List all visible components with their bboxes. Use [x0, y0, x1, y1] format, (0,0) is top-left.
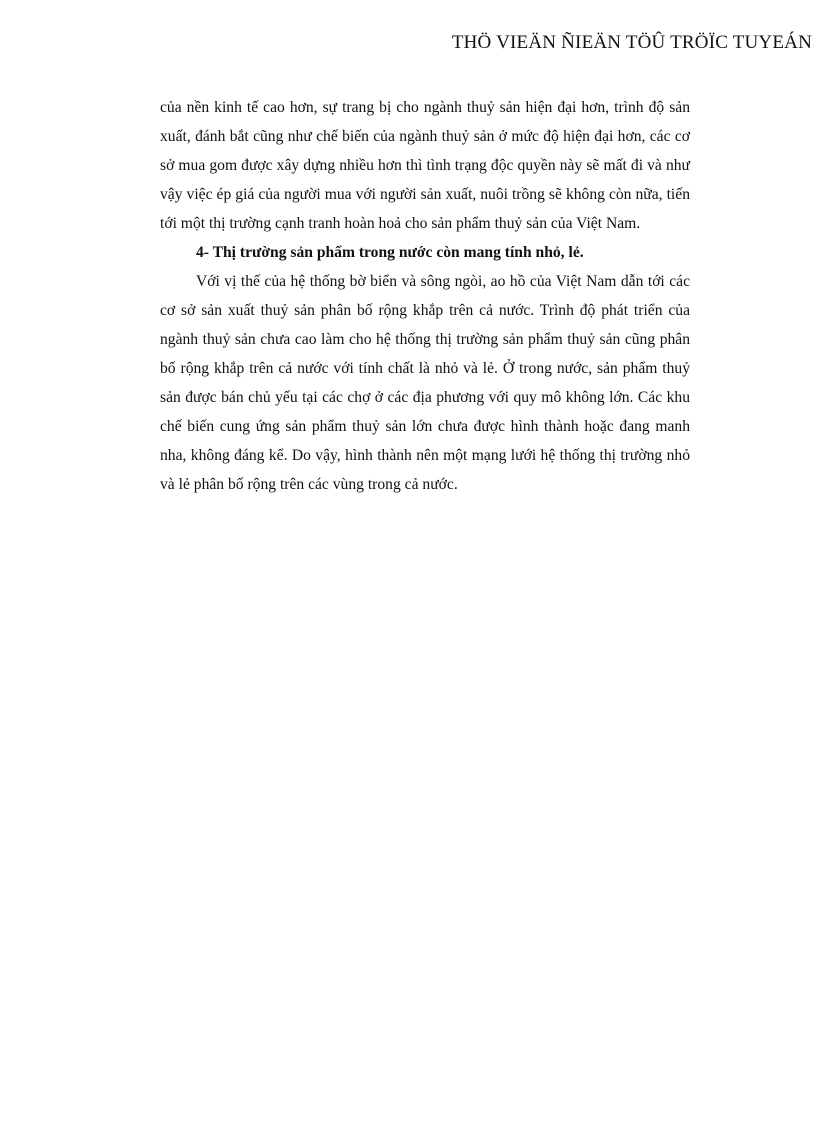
continuation-paragraph: của nền kinh tế cao hơn, sự trang bị cho ngành thuỷ sản hiện đại hơn, trình độ sản xuất, đánh bắt cũng như chế biến của ngành thuỷ sản ở mức độ hiện đại hơn, các cơ sở mua gom được xây dựng nhiều hơn thì tình trạng độc quyền này sẽ mất đi và như vậy việc ép giá của người mua với người sản xuất, nuôi trồng sẽ không còn nữa, tiến tới một thị trường cạnh tranh hoàn hoả cho sản phẩm thuỷ sản của Việt Nam.	[160, 99, 690, 232]
running-header: THÖ VIEÄN ÑIEÄN TÖÛ TRÖÏC TUYEÁN	[451, 32, 812, 53]
body-paragraph: Với vị thế của hệ thống bờ biển và sông ngòi, ao hồ của Việt Nam dẫn tới các cơ sở sản xuất thuỷ sản phân bố rộng khắp trên cả nước. Trình độ phát triển của ngành thuỷ sản chưa cao làm cho hệ thống thị trường sản phẩm thuỷ sản cũng phân bố rộng khắp trên cả nước với tính chất là nhỏ và lẻ. Ở trong nước, sản phẩm thuỷ sản được bán chủ yếu tại các chợ ở các địa phương với quy mô không lớn. Các khu chế biến cung ứng sản phẩm thuỷ sản lớn chưa được hình thành hoặc đang manh nha, không đáng kể. Do vậy, hình thành nên một mạng lưới hệ thống thị trường nhỏ và lẻ phân bố rộng trên các vùng trong cả nước.	[160, 273, 690, 493]
page-body	[160, 93, 690, 499]
section-heading: 4- Thị trường sản phẩm trong nước còn mang tính nhỏ, lẻ.	[196, 244, 584, 261]
